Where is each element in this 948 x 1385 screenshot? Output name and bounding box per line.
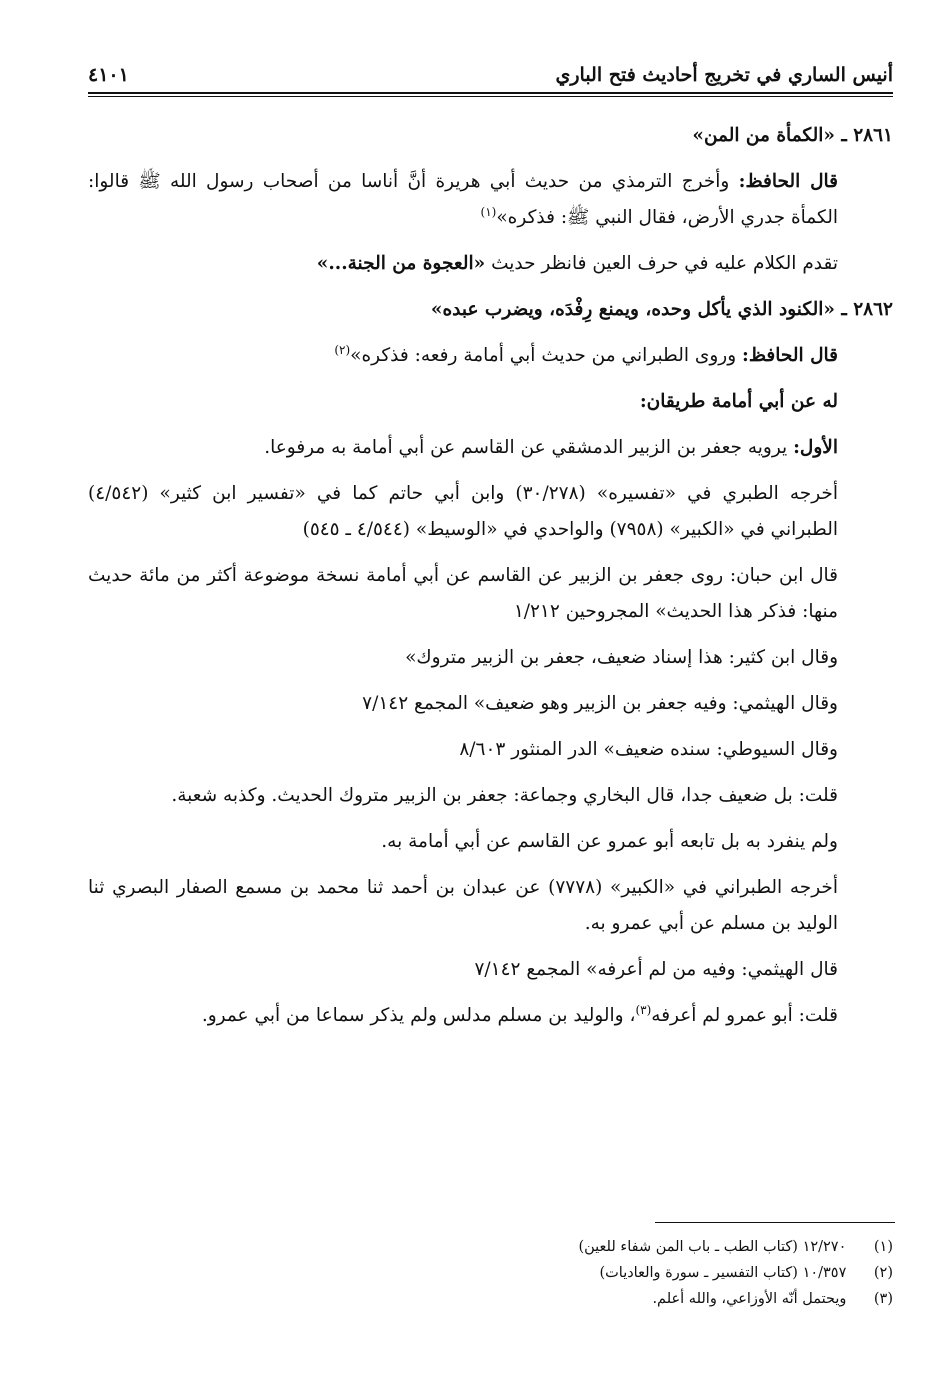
paragraph: ولم ينفرد به بل تابعه أبو عمرو عن القاسم عن أبي أمامة به.: [381, 831, 838, 852]
paragraph: [88, 164, 893, 236]
footnotes: [88, 1234, 893, 1312]
paragraph: [88, 338, 893, 374]
paragraph-text: وروى الطبراني من حديث أبي أمامة رفعه: فذكره»: [350, 345, 737, 366]
paragraph: [88, 246, 893, 282]
footnote-text: ويحتمل أنّه الأوزاعي، والله أعلم.: [652, 1291, 847, 1307]
paragraph: قلت: بل ضعيف جدا، قال البخاري وجماعة: جعفر بن الزبير متروك الحديث. وكذبه شعبة.: [171, 785, 838, 806]
footnote-item: [88, 1234, 893, 1260]
footnote-ref[interactable]: (٢): [334, 342, 351, 357]
cross-reference: «العجوة من الجنة...»: [316, 253, 486, 274]
paragraph: وقال الهيثمي: وفيه جعفر بن الزبير وهو ضعيف» المجمع ٧/١٤٢: [362, 693, 838, 714]
entry-heading-2862: ٢٨٦٢ ـ «الكنود الذي يأكل وحده، ويمنع رِفْدَه، ويضرب عبده»: [430, 299, 893, 320]
paragraph-text: ، والوليد بن مسلم مدلس ولم يذكر سماعا من أبي عمرو.: [201, 1005, 636, 1026]
paragraph: قال الهيثمي: وفيه من لم أعرفه» المجمع ٧/١٤٢: [474, 959, 838, 980]
page-number: ٤١٠١: [88, 64, 129, 86]
paragraph-text: تقدم الكلام عليه في حرف العين فانظر حديث: [491, 253, 838, 274]
paragraph-label: قال الحافظ:: [738, 171, 838, 192]
main-text: [88, 118, 893, 1044]
footnote-item: [88, 1260, 893, 1286]
footnote-text: ١٠/٣٥٧ (كتاب التفسير ـ سورة والعاديات): [599, 1265, 847, 1281]
footnote-divider: [655, 1222, 895, 1223]
paragraph: [88, 998, 893, 1034]
paragraph: وقال ابن كثير: هذا إسناد ضعيف، جعفر بن الزبير متروك»: [405, 647, 838, 668]
paragraph: [88, 430, 893, 466]
footnote-number: (٢): [873, 1265, 893, 1281]
subheading: له عن أبي أمامة طريقان:: [639, 391, 838, 412]
entry-heading-2861: ٢٨٦١ ـ «الكمأة من المن»: [692, 125, 893, 146]
paragraph-text: وأخرج الترمذي من حديث أبي هريرة أنَّ أناسا من أصحاب رسول الله ﷺ قالوا: الكمأة جدري الأرض، فقال النبي ﷺ: فذكره»: [88, 171, 838, 228]
paragraph: قال ابن حبان: روى جعفر بن الزبير عن القاسم عن أبي أمامة نسخة موضوعة أكثر من مائة حديث منها: فذكر هذا الحديث» المجروحين ١/٢١٢: [88, 565, 838, 622]
page-header: [88, 58, 893, 92]
footnote-ref[interactable]: (١): [480, 204, 497, 219]
header-title: أنيس الساري في تخريج أحاديث فتح الباري: [555, 64, 893, 86]
paragraph-label: الأول:: [793, 437, 838, 458]
paragraph: أخرجه الطبراني في «الكبير» (٧٧٧٨) عن عبدان بن أحمد ثنا محمد بن مسمع الصفار البصري ثنا الوليد بن مسلم عن أبي عمرو به.: [88, 877, 838, 934]
paragraph: وقال السيوطي: سنده ضعيف» الدر المنثور ٨/٦٠٣: [459, 739, 838, 760]
paragraph-text: يرويه جعفر بن الزبير الدمشقي عن القاسم عن أبي أمامة به مرفوعا.: [264, 437, 788, 458]
paragraph-text: قلت: أبو عمرو لم أعرفه: [651, 1005, 838, 1026]
footnote-item: [88, 1286, 893, 1312]
paragraph-label: قال الحافظ:: [742, 345, 838, 366]
footnote-number: (١): [873, 1239, 893, 1255]
footnote-text: ١٢/٢٧٠ (كتاب الطب ـ باب المن شفاء للعين): [578, 1239, 847, 1255]
header-divider: [88, 92, 893, 97]
paragraph: أخرجه الطبري في «تفسيره» (٣٠/٢٧٨) وابن أبي حاتم كما في «تفسير ابن كثير» (٤/٥٤٢) الطبراني في «الكبير» (٧٩٥٨) والواحدي في «الوسيط» (٤/٥٤٤ ـ ٥٤٥): [88, 483, 838, 540]
footnote-number: (٣): [873, 1291, 893, 1307]
footnote-ref[interactable]: (٣): [635, 1002, 652, 1017]
